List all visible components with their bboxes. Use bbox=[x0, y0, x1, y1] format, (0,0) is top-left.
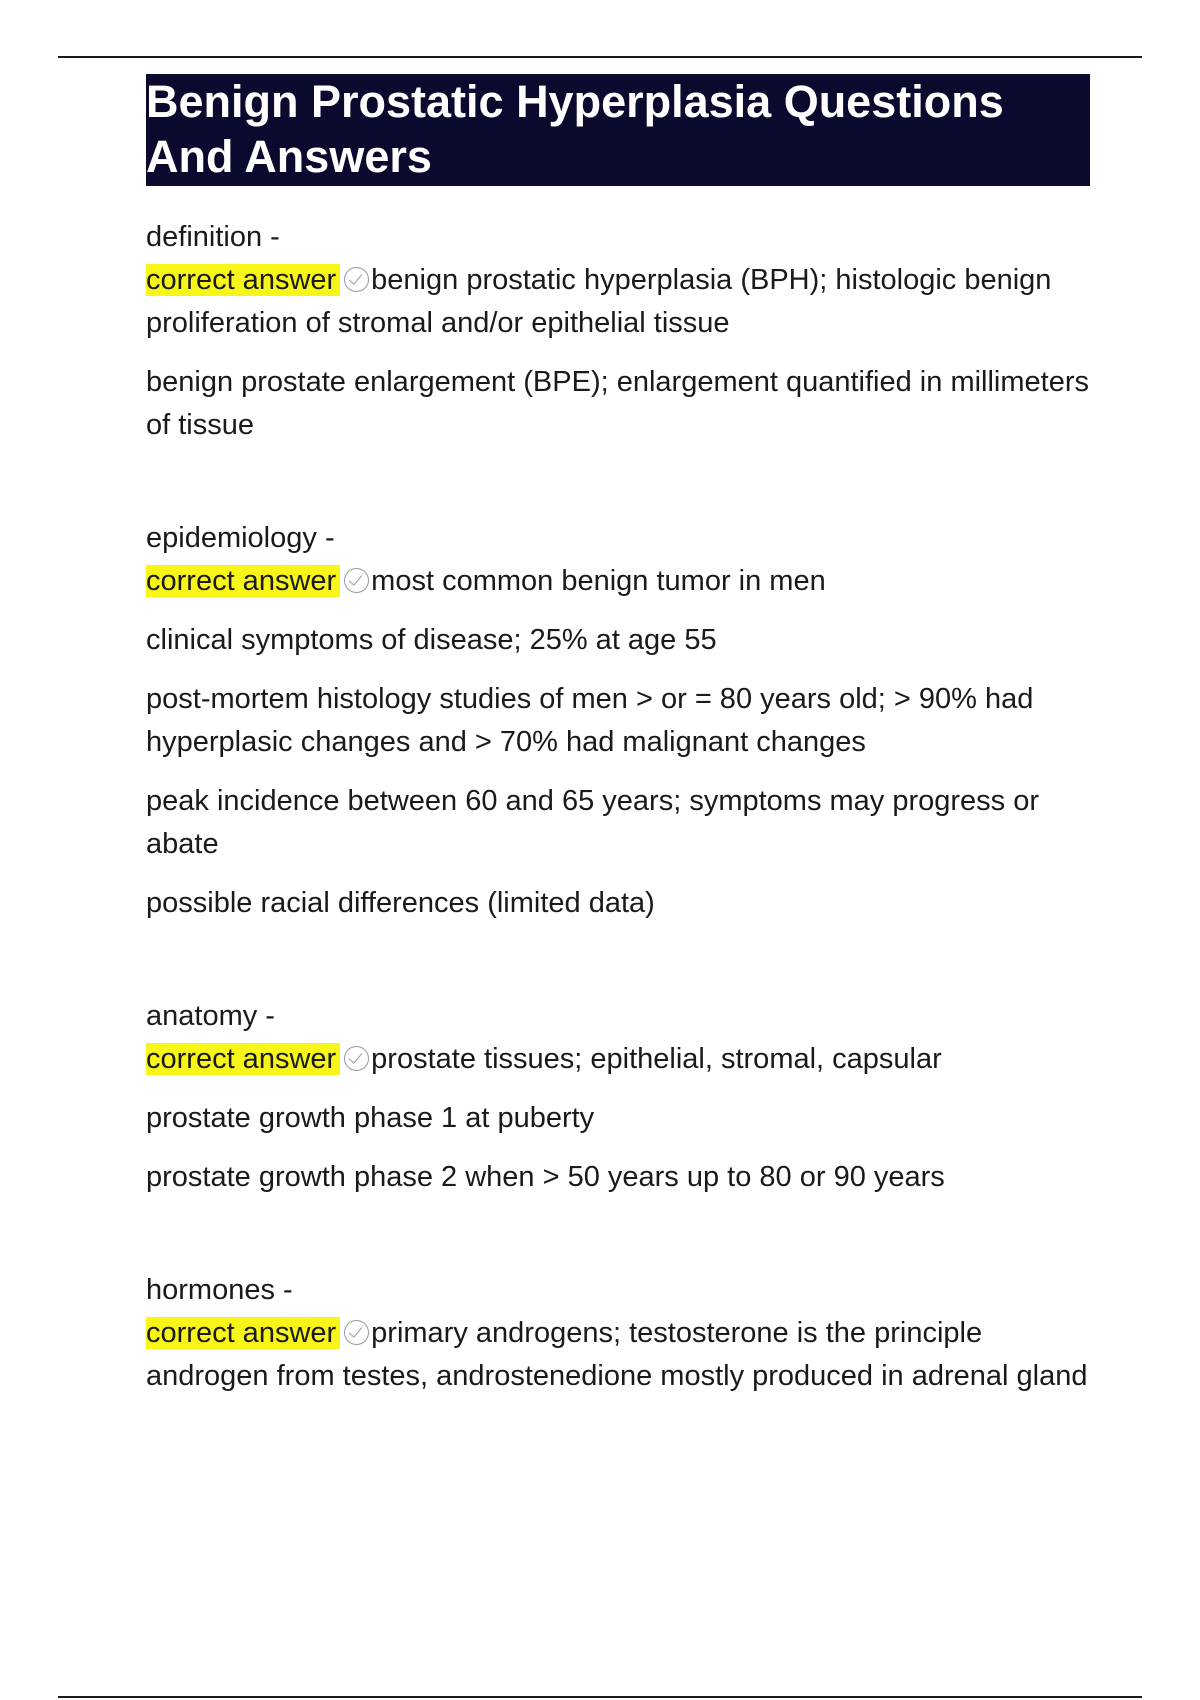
check-circle-icon bbox=[344, 1320, 369, 1345]
check-circle-icon bbox=[344, 568, 369, 593]
question-term: definition - bbox=[146, 221, 280, 253]
answer-line bbox=[146, 560, 1090, 603]
qa-section-epidemiology bbox=[146, 517, 1090, 925]
document-title bbox=[146, 74, 1090, 186]
bottom-rule bbox=[58, 1696, 1142, 1698]
answer-line bbox=[146, 1038, 1090, 1081]
answer-text: benign prostatic hyperplasia (BPH); histologic benign proliferation of stromal and/or epithelial tissue bbox=[146, 264, 1052, 339]
document-body bbox=[146, 74, 1090, 1398]
answer-detail: possible racial differences (limited data) bbox=[146, 887, 655, 919]
answer-detail: peak incidence between 60 and 65 years; symptoms may progress or abate bbox=[146, 785, 1040, 860]
answer-text: prostate tissues; epithelial, stromal, capsular bbox=[371, 1043, 942, 1075]
qa-section-definition bbox=[146, 216, 1090, 447]
answer-line bbox=[146, 259, 1090, 345]
title-line-1: Benign Prostatic Hyperplasia Questions bbox=[146, 76, 1004, 127]
answer-detail: post-mortem histology studies of men > or = 80 years old; > 90% had hyperplasic changes and > 70% had malignant changes bbox=[146, 683, 1034, 758]
correct-answer-label: correct answer bbox=[146, 565, 340, 597]
check-circle-icon bbox=[344, 1046, 369, 1071]
answer-line bbox=[146, 1312, 1090, 1398]
question-term: epidemiology - bbox=[146, 522, 335, 554]
answer-detail: prostate growth phase 1 at puberty bbox=[146, 1102, 595, 1134]
correct-answer-label: correct answer bbox=[146, 264, 340, 296]
title-line-2: And Answers bbox=[146, 131, 432, 182]
qa-section-hormones bbox=[146, 1269, 1090, 1398]
answer-text: most common benign tumor in men bbox=[371, 565, 826, 597]
correct-answer-label: correct answer bbox=[146, 1043, 340, 1075]
qa-section-anatomy bbox=[146, 995, 1090, 1199]
correct-answer-label: correct answer bbox=[146, 1317, 340, 1349]
answer-detail: prostate growth phase 2 when > 50 years up to 80 or 90 years bbox=[146, 1161, 945, 1193]
check-circle-icon bbox=[344, 267, 369, 292]
answer-text: primary androgens; testosterone is the principle androgen from testes, androstenedione mostly produced in adrenal gland bbox=[146, 1317, 1088, 1392]
question-term: hormones - bbox=[146, 1274, 293, 1306]
answer-detail: benign prostate enlargement (BPE); enlargement quantified in millimeters of tissue bbox=[146, 366, 1089, 441]
top-rule bbox=[58, 56, 1142, 58]
answer-detail: clinical symptoms of disease; 25% at age 55 bbox=[146, 624, 717, 656]
question-term: anatomy - bbox=[146, 1000, 275, 1032]
